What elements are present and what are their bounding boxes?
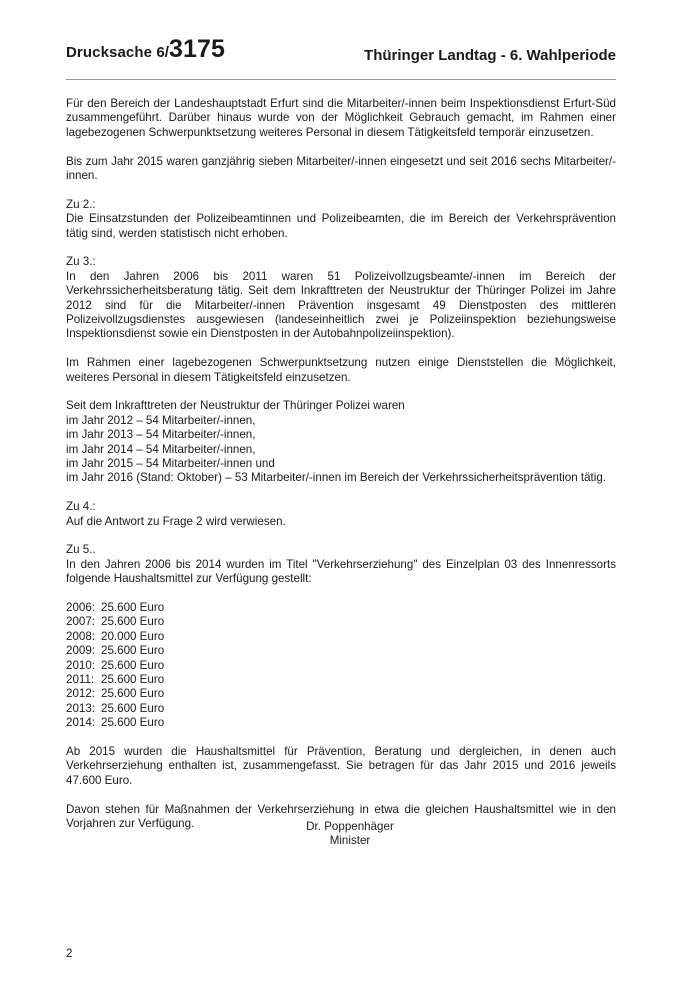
section-text: Die Einsatzstunden der Polizeibeamtinnen und Polizeibeamten, die im Bereich der Verkehrsprävention tätig sind, werden statistisch nicht erhoben. — [66, 212, 616, 240]
budget-year: 2009: — [66, 644, 96, 658]
budget-year: 2008: — [66, 629, 96, 643]
budget-row — [66, 702, 616, 716]
budget-row — [66, 716, 616, 730]
section-zu-5 — [66, 543, 616, 586]
section-zu-3 — [66, 255, 616, 341]
signatory-name: Dr. Poppenhäger — [306, 820, 394, 833]
budget-row — [66, 673, 616, 687]
budget-row — [66, 687, 616, 701]
header-divider — [66, 79, 616, 80]
paragraph-budget-final: Davon stehen für Maßnahmen der Verkehrserziehung in etwa die gleichen Haushaltsmittel wie in den Vorjahren zur Verfügung. — [66, 802, 616, 831]
list-item: im Jahr 2014 – 54 Mitarbeiter/-innen, — [66, 442, 256, 456]
section-text: In den Jahren 2006 bis 2011 waren 51 Polizeivollzugsbeamte/-innen im Bereich der Verkehrssicherheitsberatung tätig. Seit dem Inkrafttreten der Neustruktur der Thüringer Polizei im Jahre 2012 sind für die Mitarbeiter/-innen Prävention insgesamt 49 Dienstposten des mittleren Polizeivollzugsdienstes ausgewiesen (landeseinheitlich zwei je Polizeiinspektion beziehungsweise Inspektionsdienst sowie ein Dienstposten in der Autobahnpolizeiinspektion). — [66, 269, 616, 341]
budget-row — [66, 615, 616, 629]
document-reference — [66, 35, 225, 64]
budget-year: 2011: — [66, 673, 95, 687]
list-item: im Jahr 2016 (Stand: Oktober) – 53 Mitarbeiter/-innen im Bereich der Verkehrssicherheitsprävention tätig. — [66, 471, 607, 485]
budget-amount: 20.000 Euro — [101, 629, 165, 643]
budget-amount: 25.600 Euro — [101, 701, 165, 715]
budget-amount: 25.600 Euro — [101, 687, 165, 701]
budget-amount: 25.600 Euro — [101, 615, 165, 629]
section-zu-2 — [66, 198, 616, 241]
section-heading: Zu 2.: — [66, 197, 96, 211]
budget-amount: 25.600 Euro — [101, 644, 165, 658]
budget-year: 2014: — [66, 716, 96, 730]
budget-year: 2006: — [66, 601, 96, 615]
page-number: 2 — [66, 947, 73, 960]
section-text: In den Jahren 2006 bis 2014 wurden im Titel "Verkehrserziehung" des Einzelplan 03 des Innenressorts folgende Haushaltsmittel zur Verfügung gestellt: — [66, 557, 616, 586]
budget-year: 2012: — [66, 687, 96, 701]
page-header — [66, 36, 616, 76]
budget-amount: 25.600 Euro — [101, 673, 165, 687]
budget-row — [66, 659, 616, 673]
budget-amount: 25.600 Euro — [101, 601, 165, 615]
section-text: Auf die Antwort zu Frage 2 wird verwiesen. — [66, 514, 286, 528]
document-label: Drucksache 6/ — [66, 44, 170, 61]
list-intro: Seit dem Inkrafttreten der Neustruktur der Thüringer Polizei waren — [66, 399, 405, 413]
budget-year: 2013: — [66, 701, 96, 715]
list-item: im Jahr 2012 – 54 Mitarbeiter/-innen, — [66, 413, 256, 427]
paragraph-budget-2015: Ab 2015 wurden die Haushaltsmittel für Prävention, Beratung und dergleichen, in denen auch Verkehrserziehung enthalten ist, zusammengefasst. Sie betragen für das Jahr 2015 und 2016 jeweils 47.600 Euro. — [66, 745, 616, 787]
list-item: im Jahr 2013 – 54 Mitarbeiter/-innen, — [66, 428, 256, 442]
section-heading: Zu 4.: — [66, 500, 96, 514]
budget-row — [66, 644, 616, 658]
paragraph-staff-count: Bis zum Jahr 2015 waren ganzjährig sieben Mitarbeiter/-innen eingesetzt und seit 2016 sechs Mitarbeiter/-innen. — [66, 154, 616, 183]
staff-by-year-list — [66, 399, 616, 485]
budget-year: 2007: — [66, 615, 96, 629]
budget-amount: 25.600 Euro — [101, 716, 165, 730]
budget-amount: 25.600 Euro — [101, 658, 165, 672]
parliament-title: Thüringer Landtag - 6. Wahlperiode — [364, 47, 616, 64]
paragraph-erfurt: Für den Bereich der Landeshauptstadt Erfurt sind die Mitarbeiter/-innen beim Inspektionsdienst Erfurt-Süd zusammengeführt. Darüber hinaus wurde von der Möglichkeit Gebrauch gemacht, im Rahmen einer lagebezogenen Schwerpunktsetzung weiteres Personal in diesem Tätigkeitsfeld temporär einzusetzen. — [66, 97, 616, 139]
document-body — [66, 97, 616, 846]
budget-list — [66, 601, 616, 731]
signature-block — [0, 820, 700, 849]
budget-row — [66, 630, 616, 644]
section-zu-4 — [66, 500, 616, 529]
section-heading: Zu 3.: — [66, 255, 96, 269]
document-number: 3175 — [169, 35, 226, 63]
budget-row — [66, 601, 616, 615]
paragraph-priority-staff: Im Rahmen einer lagebezogenen Schwerpunktsetzung nutzen einige Dienststellen die Möglichkeit, weiteres Personal in diesem Tätigkeitsfeld einzusetzen. — [66, 356, 616, 384]
budget-year: 2010: — [66, 658, 96, 672]
list-item: im Jahr 2015 – 54 Mitarbeiter/-innen und — [66, 457, 275, 471]
signatory-role: Minister — [329, 834, 371, 848]
section-heading: Zu 5.. — [66, 543, 96, 557]
